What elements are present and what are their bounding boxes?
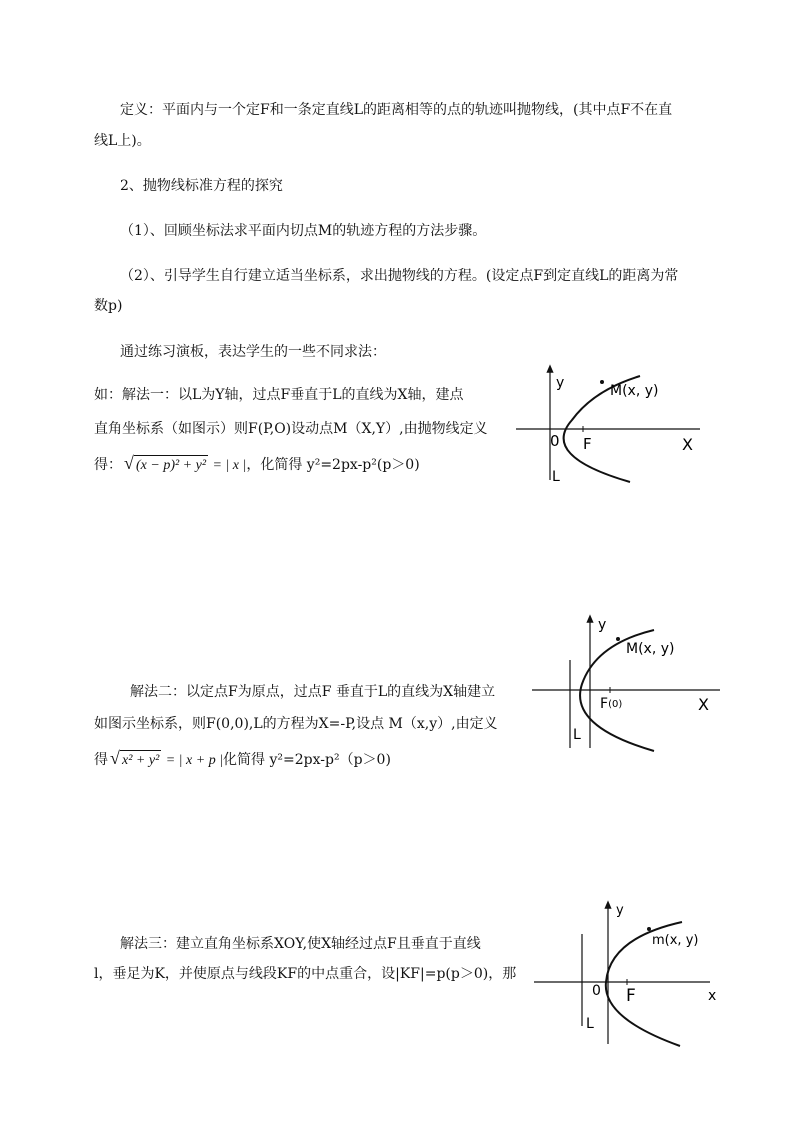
figure-3-svg xyxy=(530,898,730,1048)
method-2-line-2: 如图示坐标系，则F(0,0),L的方程为X=-P,设点 M（x,y）,由定义 xyxy=(94,716,498,732)
point-m xyxy=(647,927,651,931)
method-2-line-3 xyxy=(94,750,391,771)
method-1-line-3 xyxy=(94,455,420,476)
figure-1-svg xyxy=(510,360,710,490)
method-2-radicand: x² + y² xyxy=(120,750,161,771)
label-y: y xyxy=(616,903,624,918)
figure-2-svg xyxy=(530,608,730,748)
label-y: y xyxy=(556,375,565,391)
method-2-eq: = | x + p | xyxy=(165,753,224,768)
method-1-radicand: (x − p)² + y² xyxy=(134,455,208,476)
method-2-prefix: 得 xyxy=(94,752,108,768)
label-m: M(x, y) xyxy=(610,383,659,399)
method-1-eq: = | x | xyxy=(212,458,247,473)
label-l: L xyxy=(552,469,560,485)
figure-1 xyxy=(510,360,710,490)
point-m xyxy=(600,380,604,384)
figure-3 xyxy=(530,898,730,1048)
method-2-suffix: 化简得 y²=2px-p²（p＞0) xyxy=(223,752,391,768)
figure-2 xyxy=(530,608,730,748)
label-m: m(x, y) xyxy=(652,933,699,948)
practice-intro: 通过练习演板，表达学生的一些不同求法： xyxy=(120,344,386,360)
definition-line-2: 线L上)。 xyxy=(94,133,151,149)
method-2-sqrt: √ x² + y² xyxy=(110,750,161,771)
method-1-line-2: 直角坐标系（如图示）则F(P,O)设动点M（X,Y）,由抛物线定义 xyxy=(94,421,488,437)
method-1-line-1: 如：解法一：以L为Y轴，过点F垂直于L的直线为X轴，建点 xyxy=(94,387,464,403)
label-l: L xyxy=(573,727,581,743)
label-x: X xyxy=(698,695,709,714)
label-l: L xyxy=(586,1016,594,1032)
label-f xyxy=(600,696,622,712)
method-1-suffix: ，化简得 y²=2px-p²(p＞0) xyxy=(246,457,420,473)
label-y: y xyxy=(598,617,607,633)
method-3-line-1: 解法三：建立直角坐标系XOY,使X轴经过点F且垂直于直线 xyxy=(120,936,481,952)
label-f-main: F xyxy=(600,696,609,712)
step-1: （1）、回顾坐标法求平面内切点M的轨迹方程的方法步骤。 xyxy=(120,223,487,239)
label-f: F xyxy=(626,986,636,1006)
definition-line-1: 定义：平面内与一个定F和一条定直线L的距离相等的点的轨迹叫抛物线，(其中点F不在直 xyxy=(120,102,673,118)
method-1-sqrt: √ (x − p)² + y² xyxy=(124,455,208,476)
point-m xyxy=(616,637,620,641)
step-2-line-2: 数p) xyxy=(94,298,123,314)
label-f: F xyxy=(583,435,592,453)
step-2-line-1: （2）、引导学生自行建立适当坐标系，求出抛物线的方程。(设定点F到定直线L的距离为常 xyxy=(120,268,679,284)
section-2-heading: 2、抛物线标准方程的探究 xyxy=(120,178,283,194)
label-m: M(x, y) xyxy=(626,641,675,657)
method-1-prefix: 得： xyxy=(94,457,122,473)
method-2-line-1: 解法二：以定点F为原点，过点F 垂直于L的直线为X轴建立 xyxy=(130,684,496,700)
method-3-line-2: l，垂足为K，并使原点与线段KF的中点重合，设|KF|=p(p＞0)，那 xyxy=(94,966,517,982)
label-origin: 0 xyxy=(592,983,601,999)
label-x: X xyxy=(682,435,693,454)
label-f-sub: (0) xyxy=(608,699,623,710)
label-x: x xyxy=(708,988,717,1004)
label-origin: 0 xyxy=(550,432,560,450)
